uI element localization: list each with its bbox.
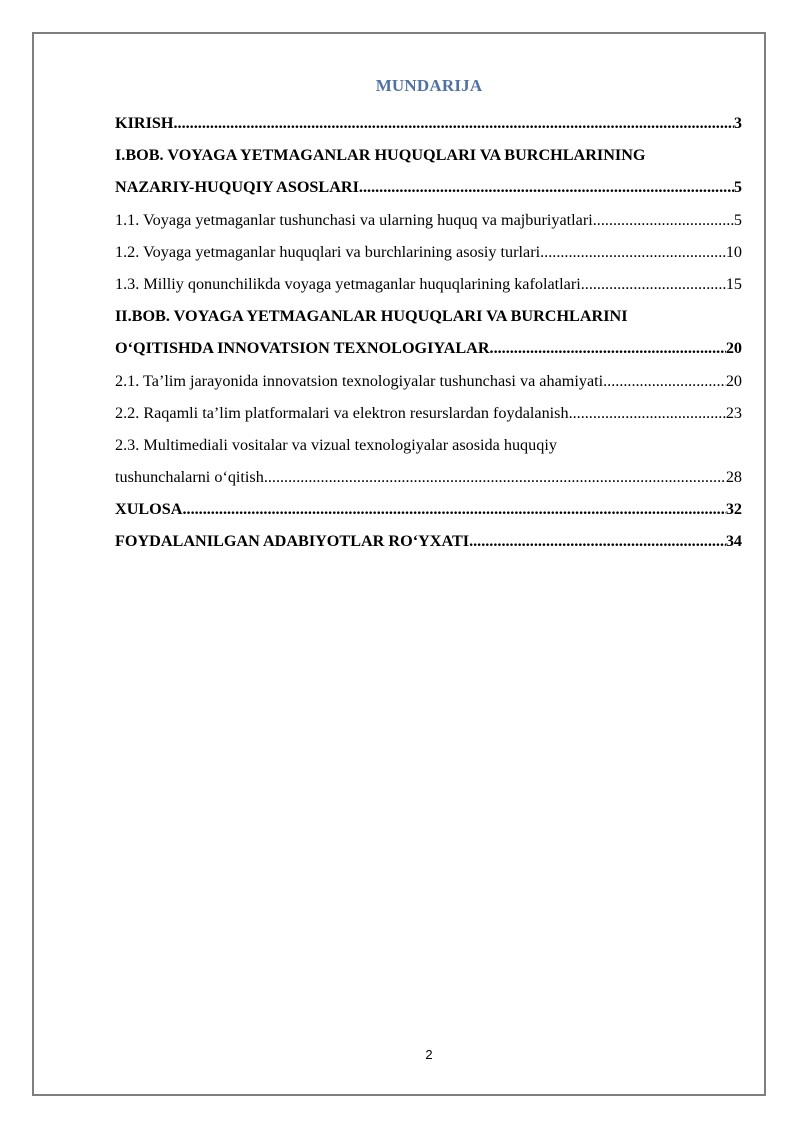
toc-entry-page: 15 xyxy=(725,274,742,293)
toc-entry-page: 5 xyxy=(733,210,742,229)
toc-entry-text: 1.1. Voyaga yetmaganlar tushunchasi va ularning huquq va majburiyatlari xyxy=(115,210,593,229)
toc-entry-page: 34 xyxy=(725,532,742,551)
toc-entry-page: 3 xyxy=(733,114,742,132)
toc-entry xyxy=(115,107,742,139)
toc-entry xyxy=(115,493,742,525)
toc-entry-text: tushunchalarni o‘qitish xyxy=(115,468,264,487)
toc-entry-text: FOYDALANILGAN ADABIYOTLAR RO‘YXATI xyxy=(115,532,470,551)
toc-entry-text: O‘QITISHDA INNOVATSION TEXNOLOGIYALAR xyxy=(115,339,490,358)
toc-entry xyxy=(115,365,742,397)
toc-dot-leader xyxy=(173,107,733,139)
toc-entry xyxy=(115,525,742,557)
toc-entry-text: 2.2. Raqamli ta’lim platformalari va elektron resurslardan foydalanish xyxy=(115,403,569,422)
toc-dot-leader xyxy=(469,525,726,557)
toc-entry xyxy=(115,429,742,461)
toc-entry-text: 2.1. Ta’lim jarayonida innovatsion texnologiyalar tushunchasi va ahamiyati xyxy=(115,371,604,390)
toc-dot-leader xyxy=(581,268,726,300)
toc-entry xyxy=(115,461,742,493)
toc-entry xyxy=(115,139,742,171)
toc-entry-text: II.BOB. VOYAGA YETMAGANLAR HUQUQLARI VA BURCHLARINI xyxy=(115,307,628,326)
toc-entry-text: NAZARIY-HUQUQIY ASOSLARI xyxy=(115,178,359,197)
toc-entry xyxy=(115,236,742,268)
toc-dot-leader xyxy=(264,461,726,493)
toc-entry-text: KIRISH xyxy=(115,114,174,132)
toc-entry-page: 20 xyxy=(725,339,742,358)
toc-entry-page: 23 xyxy=(725,403,742,422)
toc-entry xyxy=(115,171,742,203)
toc-entry-text: I.BOB. VOYAGA YETMAGANLAR HUQUQLARI VA BURCHLARINING xyxy=(115,146,646,165)
toc-dot-leader xyxy=(593,204,734,236)
toc-entry xyxy=(115,332,742,364)
toc-title: MUNDARIJA xyxy=(375,76,483,95)
table-of-contents xyxy=(115,107,742,558)
toc-entry xyxy=(115,397,742,429)
toc-dot-leader xyxy=(182,493,725,525)
toc-entry-text: 1.2. Voyaga yetmaganlar huquqlari va burchlarining asosiy turlari xyxy=(115,242,541,261)
toc-entry-page: 32 xyxy=(725,500,742,519)
toc-dot-leader xyxy=(490,332,726,364)
page-number: 2 xyxy=(425,1047,433,1062)
toc-entry-page: 10 xyxy=(725,242,742,261)
toc-entry-page: 28 xyxy=(725,468,742,487)
toc-entry-page: 5 xyxy=(733,178,742,197)
toc-entry-page: 20 xyxy=(725,371,742,390)
toc-dot-leader xyxy=(540,236,726,268)
toc-dot-leader xyxy=(603,365,726,397)
toc-dot-leader xyxy=(569,397,726,429)
toc-entry-text: 2.3. Multimediali vositalar va vizual texnologiyalar asosida huquqiy xyxy=(115,435,557,454)
toc-entry xyxy=(115,268,742,300)
toc-entry xyxy=(115,204,742,236)
toc-entry-text: 1.3. Milliy qonunchilikda voyaga yetmaganlar huquqlarining kafolatlari xyxy=(115,274,581,293)
toc-dot-leader xyxy=(359,171,734,203)
toc-entry-text: XULOSA xyxy=(115,500,183,519)
toc-entry xyxy=(115,300,742,332)
